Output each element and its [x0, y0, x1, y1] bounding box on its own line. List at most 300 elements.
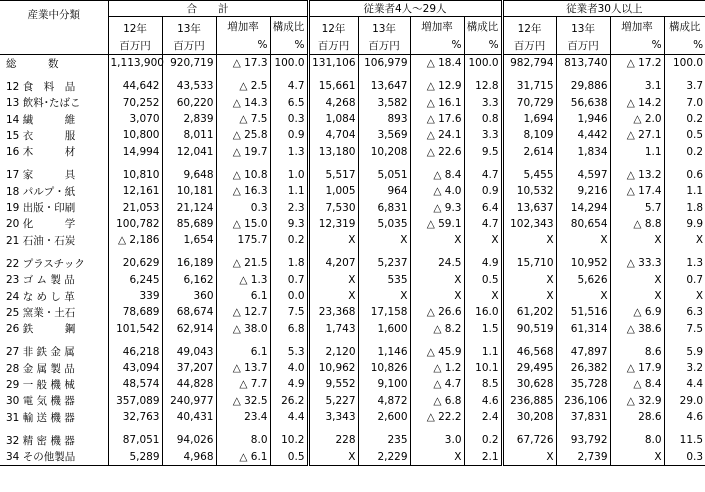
value-cell: 29,886 [556, 78, 610, 94]
value-cell: 1.8 [270, 255, 308, 271]
value-cell: X [556, 232, 610, 248]
value-cell: 1.3 [270, 143, 308, 159]
spacer-cell [162, 425, 216, 432]
table-row [0, 95, 705, 111]
value-cell: 2,229 [358, 449, 410, 466]
value-cell: 6.4 [464, 199, 502, 215]
value-cell: △ 7.7 [216, 376, 270, 392]
value-cell: X [358, 288, 410, 304]
value-cell: 85,689 [162, 216, 216, 232]
value-cell: 5,237 [358, 255, 410, 271]
table-row [0, 199, 705, 215]
value-cell: 4.6 [664, 409, 705, 425]
value-cell: 40,431 [162, 409, 216, 425]
value-cell: △ 1.3 [216, 272, 270, 288]
spacer-cell [410, 425, 464, 432]
value-cell: 94,026 [162, 432, 216, 448]
value-cell: X [308, 449, 358, 466]
value-cell: X [410, 288, 464, 304]
value-cell: 1.8 [664, 199, 705, 215]
value-cell: 1.1 [664, 183, 705, 199]
value-cell: 0.3 [216, 199, 270, 215]
value-cell: △ 17.4 [610, 183, 664, 199]
value-cell: 8.0 [610, 432, 664, 448]
value-cell: 4.7 [464, 167, 502, 183]
rate-label: 増加率 [610, 17, 664, 37]
value-cell: 100.0 [464, 55, 502, 72]
value-cell: 1,834 [556, 143, 610, 159]
category-name: 20 化 学 [6, 218, 76, 231]
value-cell: 4,207 [308, 255, 358, 271]
year-13-label: 13年 [358, 17, 410, 37]
value-cell: △ 45.9 [410, 344, 464, 360]
year-13-label: 13年 [556, 17, 610, 37]
spacer-cell [358, 337, 410, 344]
year-12-label: 12年 [502, 17, 556, 37]
value-cell: 21,124 [162, 199, 216, 215]
value-cell: 15,710 [502, 255, 556, 271]
value-cell: 3,343 [308, 409, 358, 425]
category-name: 26 鉄 鋼 [6, 323, 76, 336]
value-cell: 12,161 [108, 183, 162, 199]
value-cell: 62,914 [162, 320, 216, 336]
table-row [0, 320, 705, 336]
value-cell: △ 9.3 [410, 199, 464, 215]
value-cell: 1.1 [270, 183, 308, 199]
value-cell: 2.1 [464, 449, 502, 466]
value-cell: 893 [358, 111, 410, 127]
category-name: 18 パルプ・紙 [6, 185, 76, 198]
value-cell: 7,530 [308, 199, 358, 215]
value-cell: X [410, 449, 464, 466]
value-cell: X [410, 272, 464, 288]
value-cell: 4,968 [162, 449, 216, 466]
value-cell: 47,897 [556, 344, 610, 360]
spacer-cell [0, 248, 108, 255]
value-cell: △ 6.9 [610, 304, 664, 320]
value-cell: △ 13.7 [216, 360, 270, 376]
table-row [0, 143, 705, 159]
value-cell: 6.1 [216, 288, 270, 304]
value-cell: 16,189 [162, 255, 216, 271]
spacer-cell [162, 71, 216, 78]
value-cell: 228 [308, 432, 358, 448]
value-cell: 9.3 [270, 216, 308, 232]
value-cell: 0.3 [664, 449, 705, 466]
value-cell: △ 1.2 [410, 360, 464, 376]
value-cell: 14,294 [556, 199, 610, 215]
value-cell: 360 [162, 288, 216, 304]
value-cell: 6.8 [270, 320, 308, 336]
year-12-label: 12年 [308, 17, 358, 37]
value-cell: 5,289 [108, 449, 162, 466]
value-cell: 339 [108, 288, 162, 304]
value-cell: 11.5 [664, 432, 705, 448]
value-cell: 17,158 [358, 304, 410, 320]
value-cell: 13,637 [502, 199, 556, 215]
year-13-label: 13年 [162, 17, 216, 37]
value-cell: 1,743 [308, 320, 358, 336]
table-row [0, 304, 705, 320]
unit-percent: % [610, 36, 664, 55]
value-cell: 2.3 [270, 199, 308, 215]
value-cell: △ 38.0 [216, 320, 270, 336]
value-cell: 30,208 [502, 409, 556, 425]
value-cell: △ 17.6 [410, 111, 464, 127]
value-cell: 35,728 [556, 376, 610, 392]
value-cell: 1.1 [610, 143, 664, 159]
value-cell: 1,600 [358, 320, 410, 336]
table-row [0, 393, 705, 409]
category-name: 13 飲料･たばこ [6, 97, 81, 110]
value-cell: △ 16.1 [410, 95, 464, 111]
spacer-cell [216, 337, 270, 344]
table-row [0, 167, 705, 183]
value-cell: 1,946 [556, 111, 610, 127]
value-cell: △ 6.1 [216, 449, 270, 466]
value-cell: 4.0 [270, 360, 308, 376]
spacer-cell [464, 425, 502, 432]
value-cell: 37,207 [162, 360, 216, 376]
value-cell: 3.2 [664, 360, 705, 376]
value-cell: △ 4.7 [410, 376, 464, 392]
value-cell: X [464, 232, 502, 248]
value-cell: 46,218 [108, 344, 162, 360]
value-cell: 13,647 [358, 78, 410, 94]
value-cell: 10,952 [556, 255, 610, 271]
value-cell: 1,694 [502, 111, 556, 127]
value-cell: 12,041 [162, 143, 216, 159]
spacer-cell [358, 248, 410, 255]
spacer-cell [216, 71, 270, 78]
value-cell: 46,568 [502, 344, 556, 360]
value-cell: X [502, 288, 556, 304]
spacer-cell [664, 337, 705, 344]
value-cell: 60,220 [162, 95, 216, 111]
table-row [0, 55, 705, 72]
value-cell: 4,597 [556, 167, 610, 183]
unit-money: 百万円 [502, 36, 556, 55]
share-label: 構成比 [664, 17, 705, 37]
value-cell: △ 26.6 [410, 304, 464, 320]
spacer-cell [664, 248, 705, 255]
value-cell: 3.0 [410, 432, 464, 448]
value-cell: △ 17.2 [610, 55, 664, 72]
value-cell: 12,319 [308, 216, 358, 232]
value-cell: 43,094 [108, 360, 162, 376]
value-cell: △ 38.6 [610, 320, 664, 336]
value-cell: 0.2 [464, 432, 502, 448]
value-cell: 24.5 [410, 255, 464, 271]
spacer-cell [358, 160, 410, 167]
unit-percent: % [464, 36, 502, 55]
year-12-label: 12年 [108, 17, 162, 37]
value-cell: △ 33.3 [610, 255, 664, 271]
table-row [0, 111, 705, 127]
unit-money: 百万円 [162, 36, 216, 55]
value-cell: 6.5 [270, 95, 308, 111]
value-cell: 44,642 [108, 78, 162, 94]
value-cell: 9,100 [358, 376, 410, 392]
value-cell: 2,614 [502, 143, 556, 159]
group-large-header: 従業者30人以上 [502, 1, 705, 17]
value-cell: △ 32.5 [216, 393, 270, 409]
value-cell: 43,533 [162, 78, 216, 94]
category-name: 14 繊 維 [6, 113, 76, 126]
spacer-cell [410, 71, 464, 78]
spacer-cell [108, 71, 162, 78]
spacer-cell [502, 337, 556, 344]
value-cell: 78,689 [108, 304, 162, 320]
category-name: 32 精 密 機 器 [6, 434, 75, 447]
value-cell: 61,314 [556, 320, 610, 336]
category-name: 27 非 鉄 金 属 [6, 346, 75, 359]
value-cell: 964 [358, 183, 410, 199]
value-cell: △ 8.8 [610, 216, 664, 232]
spacer-cell [502, 71, 556, 78]
value-cell: 6.1 [216, 344, 270, 360]
value-cell: 48,574 [108, 376, 162, 392]
value-cell: △ 17.3 [216, 55, 270, 72]
category-name: 31 輸 送 機 器 [6, 411, 75, 424]
value-cell: △ 32.9 [610, 393, 664, 409]
value-cell: 44,828 [162, 376, 216, 392]
value-cell: 31,715 [502, 78, 556, 94]
value-cell: △ 16.3 [216, 183, 270, 199]
value-cell: 0.5 [664, 127, 705, 143]
spacer-cell [308, 337, 358, 344]
value-cell: 1.0 [270, 167, 308, 183]
category-name: 34 その他製品 [0, 449, 108, 466]
table-row [0, 78, 705, 94]
spacer-cell [556, 160, 610, 167]
spacer-cell [108, 160, 162, 167]
value-cell: 3.3 [464, 127, 502, 143]
value-cell: 4.9 [464, 255, 502, 271]
value-cell: 26,382 [556, 360, 610, 376]
value-cell: X [664, 232, 705, 248]
value-cell: 5,227 [308, 393, 358, 409]
value-cell: 1.5 [464, 320, 502, 336]
value-cell: 1,005 [308, 183, 358, 199]
value-cell: △ 10.8 [216, 167, 270, 183]
spacer-cell [556, 248, 610, 255]
table-row [0, 272, 705, 288]
spacer-cell [0, 71, 108, 78]
value-cell: 4.7 [270, 78, 308, 94]
value-cell: 15,661 [308, 78, 358, 94]
table-row [0, 344, 705, 360]
value-cell: △ 15.0 [216, 216, 270, 232]
table-row [0, 376, 705, 392]
value-cell: 0.9 [464, 183, 502, 199]
value-cell: 6,162 [162, 272, 216, 288]
unit-money: 百万円 [556, 36, 610, 55]
spacer-cell [464, 71, 502, 78]
spacer-cell [270, 425, 308, 432]
value-cell: 1,113,900 [108, 55, 162, 72]
spacer-cell [664, 425, 705, 432]
category-name: 12 食 料 品 [6, 80, 76, 93]
value-cell: 4.4 [664, 376, 705, 392]
value-cell: X [308, 272, 358, 288]
value-cell: 6,245 [108, 272, 162, 288]
value-cell: 0.7 [270, 272, 308, 288]
table-row [0, 409, 705, 425]
unit-percent: % [664, 36, 705, 55]
value-cell: 9,648 [162, 167, 216, 183]
spacer-cell [308, 160, 358, 167]
spacer-cell [610, 248, 664, 255]
value-cell: 7.5 [664, 320, 705, 336]
value-cell: 9,216 [556, 183, 610, 199]
value-cell: X [308, 232, 358, 248]
value-cell: △ 6.8 [410, 393, 464, 409]
value-cell: 37,831 [556, 409, 610, 425]
value-cell: △ 12.7 [216, 304, 270, 320]
category-name: 16 木 材 [6, 146, 76, 159]
value-cell: 2,739 [556, 449, 610, 466]
spacer-cell [162, 337, 216, 344]
spacer-row [0, 248, 705, 255]
value-cell: 29.0 [664, 393, 705, 409]
value-cell: 68,674 [162, 304, 216, 320]
spacer-cell [270, 248, 308, 255]
value-cell: 4.7 [464, 216, 502, 232]
spacer-cell [610, 160, 664, 167]
spacer-cell [464, 160, 502, 167]
value-cell: X [308, 288, 358, 304]
table-row [0, 432, 705, 448]
value-cell: 1,084 [308, 111, 358, 127]
value-cell: 100.0 [664, 55, 705, 72]
value-cell: 131,106 [308, 55, 358, 72]
category-name: 29 一 般 機 械 [6, 378, 75, 391]
spacer-cell [308, 425, 358, 432]
value-cell: 70,252 [108, 95, 162, 111]
value-cell: 5.3 [270, 344, 308, 360]
value-cell: X [610, 449, 664, 466]
value-cell: 29,495 [502, 360, 556, 376]
value-cell: 6,831 [358, 199, 410, 215]
value-cell: △ 12.9 [410, 78, 464, 94]
spacer-cell [162, 160, 216, 167]
value-cell: 2,839 [162, 111, 216, 127]
value-cell: 9,552 [308, 376, 358, 392]
value-cell: △ 7.5 [216, 111, 270, 127]
value-cell: 2.4 [464, 409, 502, 425]
spacer-cell [610, 425, 664, 432]
value-cell: 80,654 [556, 216, 610, 232]
value-cell: 10,826 [358, 360, 410, 376]
value-cell: 26.2 [270, 393, 308, 409]
spacer-row [0, 160, 705, 167]
value-cell: 4.6 [464, 393, 502, 409]
spacer-cell [216, 248, 270, 255]
value-cell: 1.1 [464, 344, 502, 360]
category-header: 産業中分類 [0, 1, 108, 55]
spacer-row [0, 425, 705, 432]
value-cell: 3.3 [464, 95, 502, 111]
value-cell: 3,569 [358, 127, 410, 143]
spacer-row [0, 337, 705, 344]
rate-label: 増加率 [410, 17, 464, 37]
value-cell: △ 13.2 [610, 167, 664, 183]
value-cell: X [610, 288, 664, 304]
spacer-cell [270, 71, 308, 78]
value-cell: △ 2.0 [610, 111, 664, 127]
value-cell: 4.4 [270, 409, 308, 425]
value-cell: 236,885 [502, 393, 556, 409]
spacer-cell [664, 71, 705, 78]
value-cell: 14,994 [108, 143, 162, 159]
value-cell: 70,729 [502, 95, 556, 111]
value-cell: 535 [358, 272, 410, 288]
value-cell: 51,516 [556, 304, 610, 320]
value-cell: △ 22.2 [410, 409, 464, 425]
value-cell: 240,977 [162, 393, 216, 409]
value-cell: 813,740 [556, 55, 610, 72]
value-cell: 0.5 [464, 272, 502, 288]
value-cell: 3.7 [664, 78, 705, 94]
value-cell: 0.7 [664, 272, 705, 288]
category-name: 22 プラスチック [6, 257, 85, 270]
value-cell: 5,626 [556, 272, 610, 288]
value-cell: 236,106 [556, 393, 610, 409]
spacer-cell [0, 337, 108, 344]
category-name: 総 数 [6, 57, 59, 70]
spacer-cell [556, 71, 610, 78]
value-cell: 0.8 [464, 111, 502, 127]
value-cell: 5.9 [664, 344, 705, 360]
value-cell: 0.5 [270, 449, 308, 466]
value-cell: 102,343 [502, 216, 556, 232]
spacer-cell [308, 248, 358, 255]
value-cell: 3,070 [108, 111, 162, 127]
value-cell: 5,517 [308, 167, 358, 183]
value-cell: 100.0 [270, 55, 308, 72]
spacer-cell [358, 425, 410, 432]
spacer-cell [216, 425, 270, 432]
spacer-cell [410, 248, 464, 255]
value-cell: △ 14.3 [216, 95, 270, 111]
spacer-cell [410, 160, 464, 167]
value-cell: △ 14.2 [610, 95, 664, 111]
table-row [0, 288, 705, 304]
value-cell: 10,532 [502, 183, 556, 199]
table-row [0, 127, 705, 143]
value-cell: △ 8.4 [610, 376, 664, 392]
spacer-cell [216, 160, 270, 167]
value-cell: 5,051 [358, 167, 410, 183]
rate-label: 増加率 [216, 17, 270, 37]
spacer-cell [308, 71, 358, 78]
unit-percent: % [216, 36, 270, 55]
category-name: 28 金 属 製 品 [6, 362, 75, 375]
unit-percent: % [410, 36, 464, 55]
value-cell: △ 4.0 [410, 183, 464, 199]
spacer-cell [162, 248, 216, 255]
spacer-cell [464, 337, 502, 344]
value-cell: 93,792 [556, 432, 610, 448]
category-name: 21 石油・石炭 [6, 234, 76, 247]
value-cell: 4.9 [270, 376, 308, 392]
value-cell: 8.5 [464, 376, 502, 392]
value-cell: 10,962 [308, 360, 358, 376]
spacer-row [0, 71, 705, 78]
value-cell: 5,455 [502, 167, 556, 183]
value-cell: 9.5 [464, 143, 502, 159]
